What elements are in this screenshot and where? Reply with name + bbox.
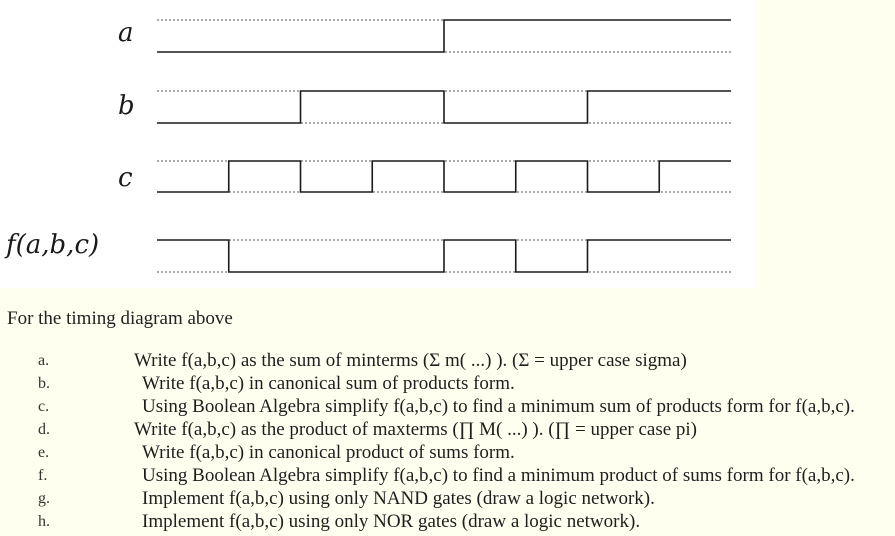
question-letter-e: e. (38, 444, 50, 461)
intro-text: For the timing diagram above (7, 308, 233, 329)
waveform-a-trace (157, 20, 731, 52)
question-letter-h: h. (38, 513, 50, 530)
question-letter-c: c. (38, 398, 50, 415)
waveform-a (157, 20, 731, 52)
waveform-c (157, 161, 731, 192)
question-text-g: Implement f(a,b,c) using only NAND gates (draw a logic network). (142, 488, 655, 509)
question-letter-f: f. (38, 467, 48, 484)
waveform-b (157, 91, 731, 123)
question-text-a: Write f(a,b,c) as the sum of minterms (Σ m( ...) ). (Σ = upper case sigma) (134, 350, 687, 371)
waveform-b-trace (157, 91, 731, 123)
question-letter-b: b. (38, 375, 50, 392)
signal-label-f: f(a,b,c) (6, 230, 100, 260)
question-letter-g: g. (38, 490, 50, 507)
question-letter-d: d. (38, 421, 50, 438)
question-text-c: Using Boolean Algebra simplify f(a,b,c) to find a minimum sum of products form for f(a,b,c). (142, 396, 855, 417)
signal-label-b: b (118, 91, 135, 121)
question-text-h: Implement f(a,b,c) using only NOR gates (draw a logic network). (142, 511, 641, 532)
waveform-f-trace (157, 240, 731, 272)
waveform-f (157, 240, 731, 272)
signal-label-a: a (118, 18, 134, 48)
question-text-e: Write f(a,b,c) in canonical product of sums form. (142, 442, 515, 463)
question-text-d: Write f(a,b,c) as the product of maxterms (∏ M( ...) ). (∏ = upper case pi) (134, 419, 698, 440)
waveform-c-trace (157, 161, 731, 192)
question-text-f: Using Boolean Algebra simplify f(a,b,c) to find a minimum product of sums form for f(a,b,c). (142, 465, 855, 486)
signal-label-c: c (118, 163, 133, 193)
question-letter-a: a. (38, 352, 50, 369)
timing-diagram-canvas (0, 0, 755, 288)
question-text-b: Write f(a,b,c) in canonical sum of products form. (142, 373, 515, 394)
timing-diagram (0, 0, 755, 288)
